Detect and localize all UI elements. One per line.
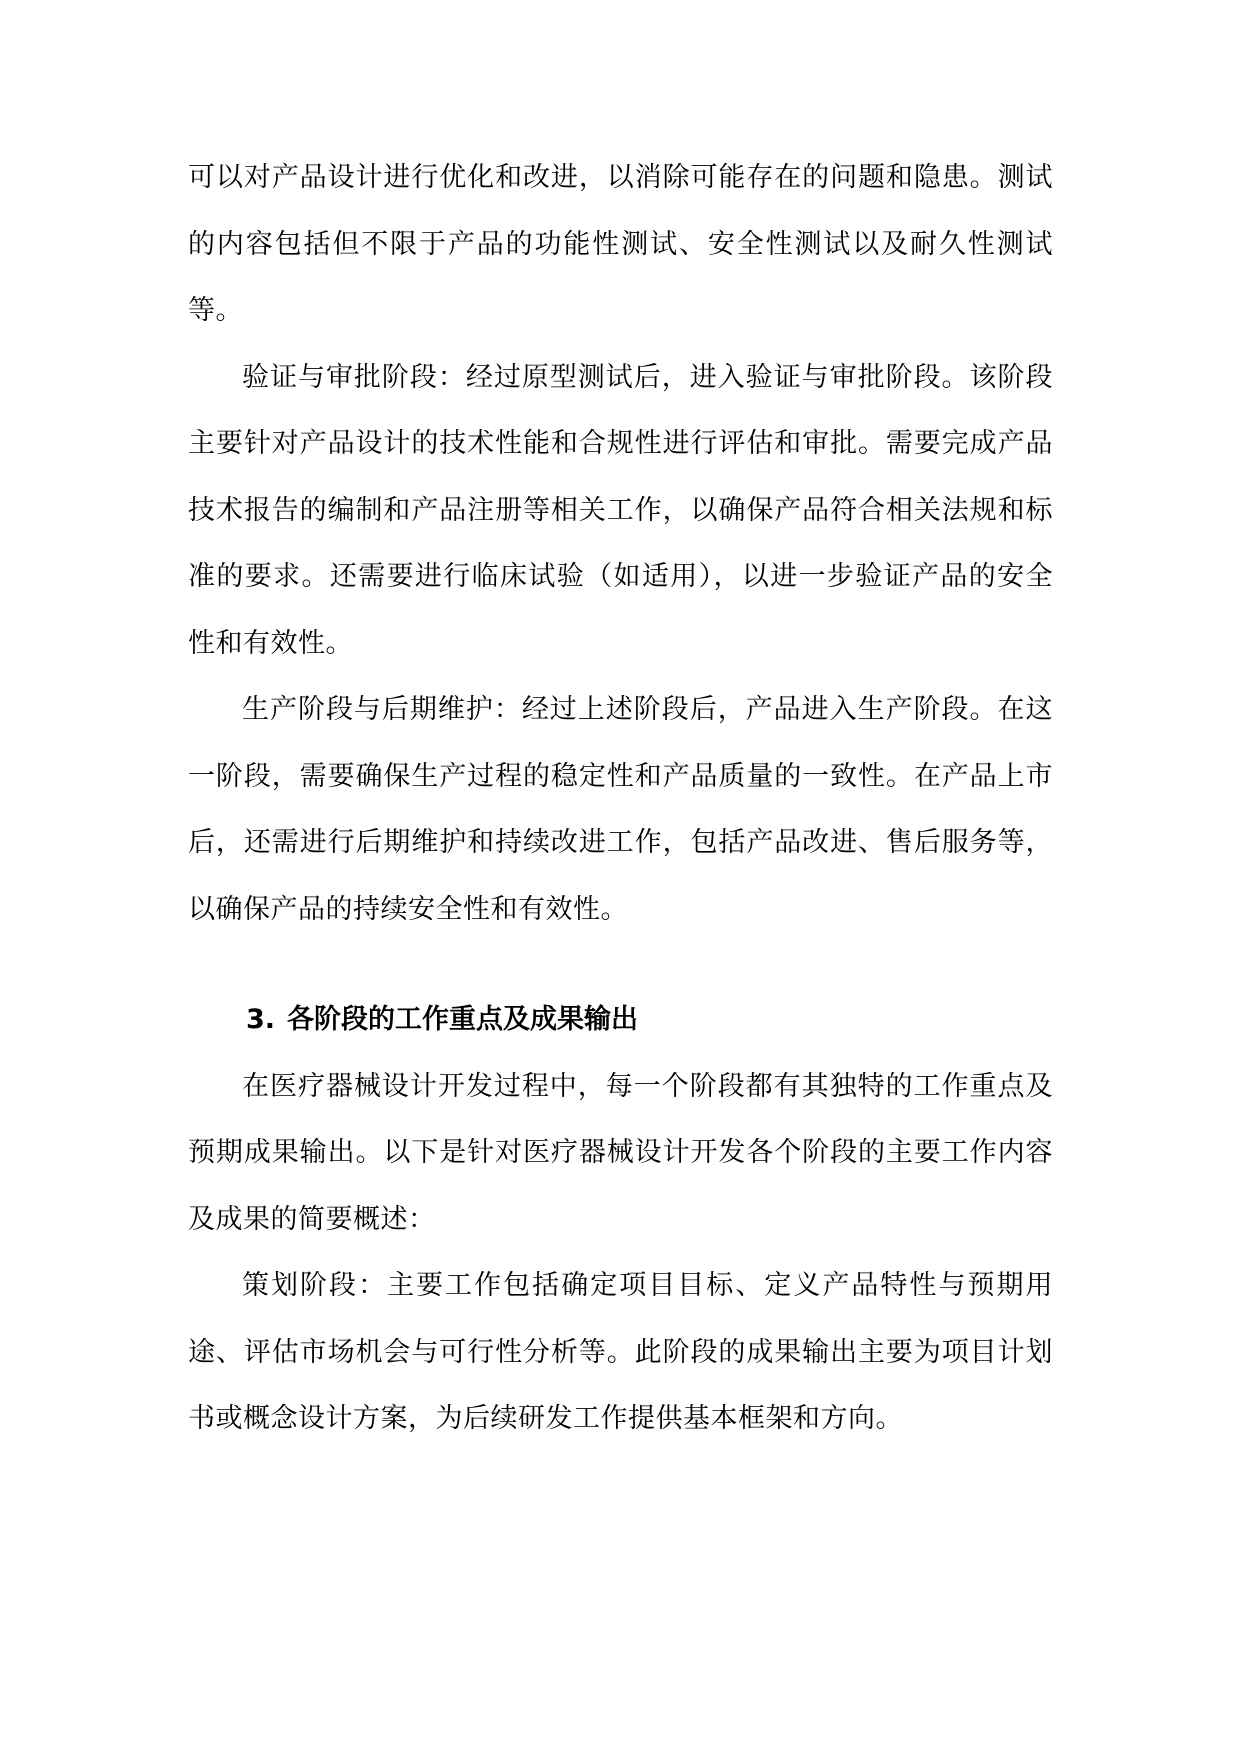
body-paragraph: 生产阶段与后期维护：经过上述阶段后，产品进入生产阶段。在这一阶段，需要确保生产过程的稳定性和产品质量的一致性。在产品上市后，还需进行后期维护和持续改进工作，包括产品改进、售后服务等，以确保产品的持续安全性和有效性。 xyxy=(188,694,1053,925)
section-heading xyxy=(188,987,1053,1054)
body-paragraph: 在医疗器械设计开发过程中，每一个阶段都有其独特的工作重点及预期成果输出。以下是针对医疗器械设计开发各个阶段的主要工作内容及成果的简要概述： xyxy=(188,1070,1053,1235)
body-paragraph: 可以对产品设计进行优化和改进，以消除可能存在的问题和隐患。测试的内容包括但不限于产品的功能性测试、安全性测试以及耐久性测试等。 xyxy=(188,162,1053,326)
document-body xyxy=(188,145,1053,1453)
body-paragraph: 验证与审批阶段：经过原型测试后，进入验证与审批阶段。该阶段主要针对产品设计的技术性能和合规性进行评估和审批。需要完成产品技术报告的编制和产品注册等相关工作，以确保产品符合相关法规和标准的要求。还需要进行临床试验（如适用），以进一步验证产品的安全性和有效性。 xyxy=(188,361,1053,659)
body-paragraph: 策划阶段：主要工作包括确定项目目标、定义产品特性与预期用途、评估市场机会与可行性分析等。此阶段的成果输出主要为项目计划书或概念设计方案，为后续研发工作提供基本框架和方向。 xyxy=(188,1270,1053,1434)
section-number: 3. xyxy=(246,1004,276,1035)
section-title: 各阶段的工作重点及成果输出 xyxy=(287,1004,639,1035)
